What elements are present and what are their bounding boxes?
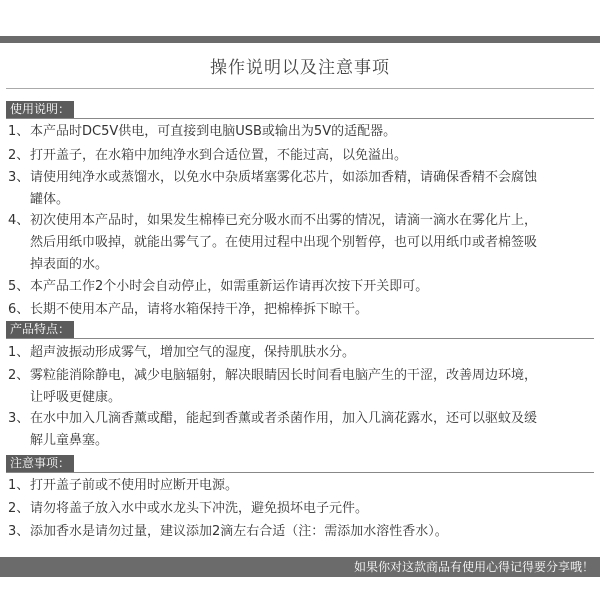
footer-bar [0, 557, 600, 577]
usage-section-label: 使用说明： [6, 101, 74, 118]
usage-item-5: 5、本产品工作2个小时会自动停止，如需重新运作请再次按下开关即可。 [8, 279, 429, 294]
usage-section-header [6, 101, 594, 119]
note-item-2: 2、请勿将盖子放入水中或水龙头下冲洗，避免损坏电子元件。 [8, 501, 369, 516]
note-item-3: 3、添加香水是请勿过量，建议添加2滴左右合适（注：需添加水溶性香水）。 [8, 524, 448, 539]
usage-item-3: 3、请使用纯净水或蒸馏水，以免水中杂质堵塞雾化芯片，如添加香精，请确保香精不会腐蚀 罐体。 [8, 170, 538, 207]
feature-item-1: 1、超声波振动形成雾气，增加空气的湿度，保持肌肤水分。 [8, 345, 356, 360]
top-divider-bar [0, 36, 600, 43]
notes-section-header [6, 455, 594, 473]
feature-item-3: 3、在水中加入几滴香薰或醋，能起到香薰或者杀菌作用，加入几滴花露水，还可以驱蚊及缓 解儿童鼻塞。 [8, 411, 538, 448]
page-title: 操作说明以及注意事项 [210, 58, 390, 78]
features-section-label: 产品特点： [6, 321, 74, 338]
notes-section-label: 注意事项： [6, 455, 74, 472]
usage-item-4: 4、初次使用本产品时，如果发生棉棒已充分吸水而不出雾的情况，请滴一滴水在雾化片上， 然后用纸巾吸掉，就能出雾气了。在使用过程中出现个别暂停，也可以用纸巾或者棉签吸 掉表面的水。 [8, 213, 538, 272]
usage-item-6: 6、长期不使用本产品，请将水箱保持干净，把棉棒拆下晾干。 [8, 302, 369, 317]
usage-item-1: 1、本产品时DC5V供电，可直接到电脑USB或输出为5V的适配器。 [8, 124, 397, 139]
footer-message: 如果你对这款商品有使用心得记得要分享哦！ [353, 560, 594, 574]
feature-item-2: 2、雾粒能消除静电，减少电脑辐射，解决眼睛因长时间看电脑产生的干涩，改善周边环境， 让呼吸更健康。 [8, 368, 538, 405]
title-divider [6, 88, 594, 89]
features-section-header [6, 321, 594, 339]
usage-item-2: 2、打开盖子，在水箱中加纯净水到合适位置，不能过高，以免溢出。 [8, 148, 408, 163]
note-item-1: 1、打开盖子前或不使用时应断开电源。 [8, 478, 239, 493]
